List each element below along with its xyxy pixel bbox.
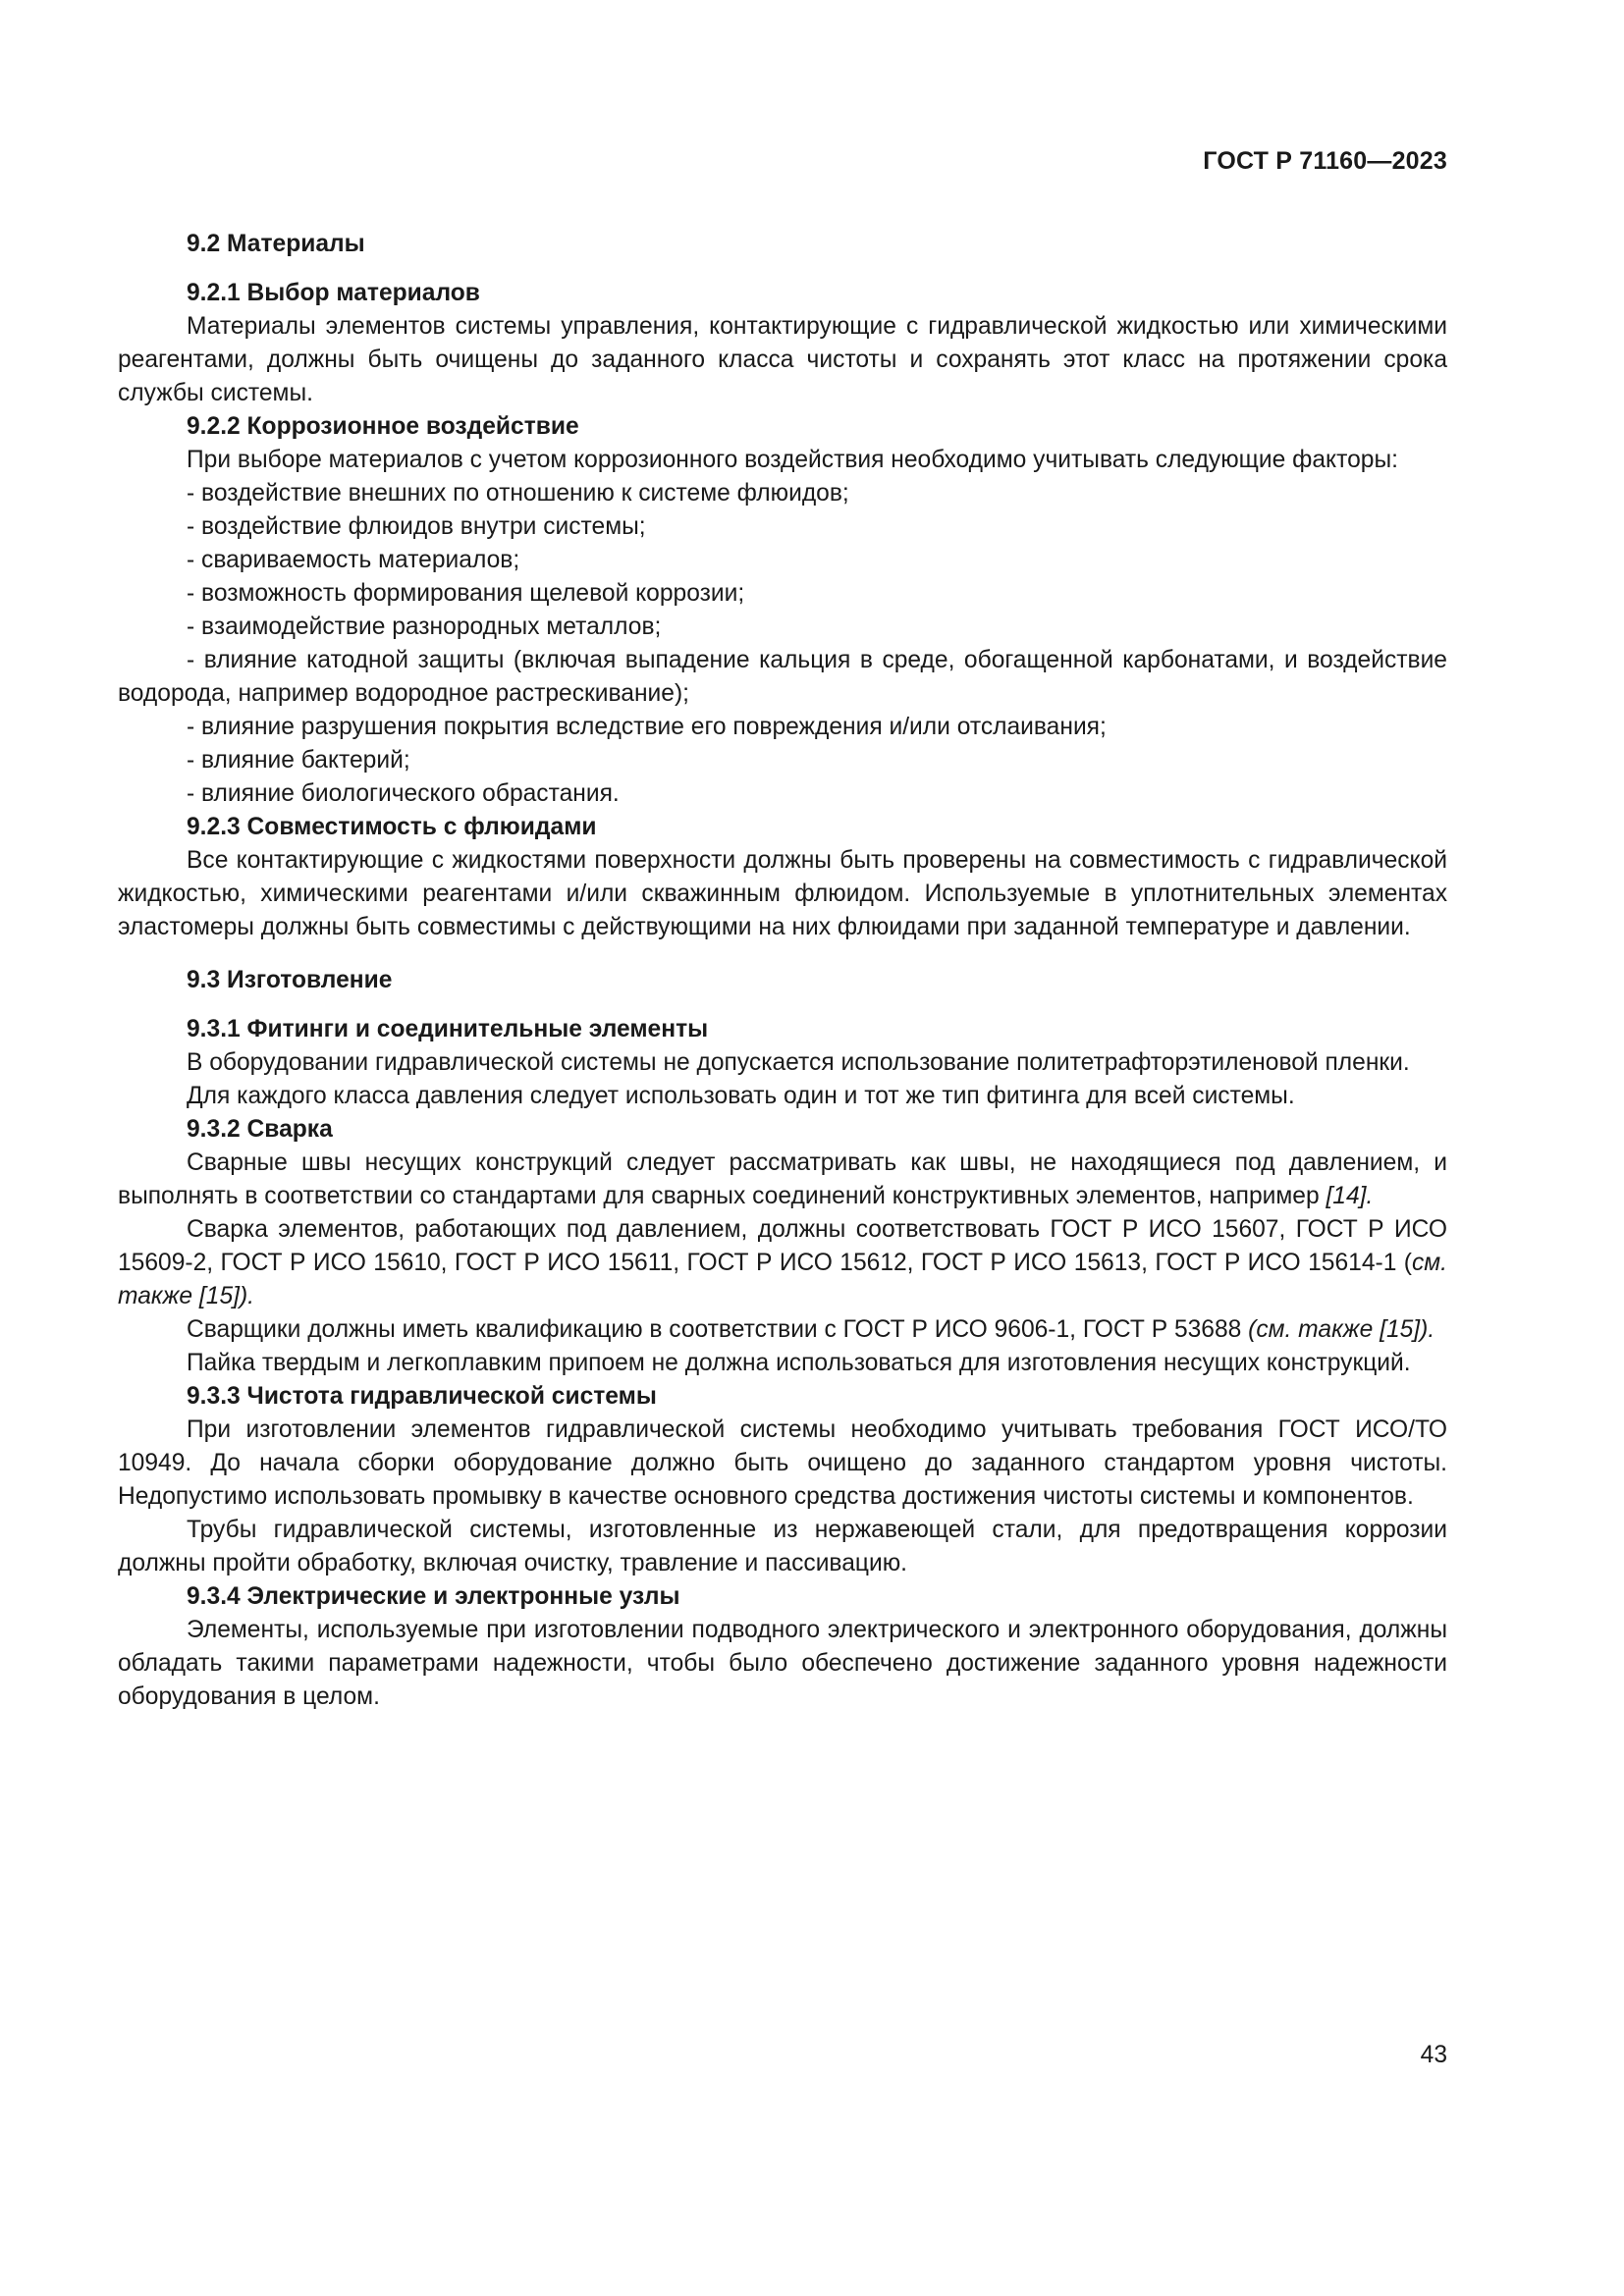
- document-id-header: ГОСТ Р 71160—2023: [1203, 147, 1447, 175]
- subsection-title-9-3-4: 9.3.4 Электрические и электронные узлы: [187, 1583, 680, 1610]
- list-item: - влияние катодной защиты (включая выпадение кальция в среде, обогащенной карбонатами, и воздействие водорода, например водородное растрескивание);: [118, 644, 1447, 711]
- list-item: - влияние биологического обрастания.: [118, 777, 1447, 811]
- section-title-9-3: 9.3 Изготовление: [187, 967, 393, 993]
- list-item: - возможность формирования щелевой коррозии;: [118, 577, 1447, 611]
- bibliography-reference: см. также [15]).: [118, 1250, 1447, 1309]
- list-item: - воздействие флюидов внутри системы;: [118, 510, 1447, 544]
- subsection-title-9-3-3: 9.3.3 Чистота гидравлической системы: [187, 1383, 657, 1410]
- list-item: - взаимодействие разнородных металлов;: [118, 611, 1447, 644]
- factors-list: [118, 477, 1447, 811]
- paragraph: Трубы гидравлической системы, изготовленные из нержавеющей стали, для предотвращения коррозии должны пройти обработку, включая очистку, травление и пассивацию.: [118, 1517, 1447, 1576]
- list-item: - влияние бактерий;: [118, 744, 1447, 777]
- subsection-title-9-2-2: 9.2.2 Коррозионное воздействие: [187, 413, 579, 440]
- paragraph: [118, 1147, 1447, 1213]
- section-title-9-2: 9.2 Материалы: [187, 231, 365, 257]
- paragraph: Для каждого класса давления следует использовать один и тот же тип фитинга для всей системы.: [187, 1083, 1295, 1109]
- list-item: - воздействие внешних по отношению к системе флюидов;: [118, 477, 1447, 510]
- paragraph: Материалы элементов системы управления, контактирующие с гидравлической жидкостью или химическими реагентами, должны быть очищены до заданного класса чистоты и сохранять этот класс на протяжении срока службы системы.: [118, 313, 1447, 406]
- paragraph-text: Сварщики должны иметь квалификацию в соответствии с ГОСТ Р ИСО 9606-1, ГОСТ Р 53688: [187, 1316, 1249, 1343]
- paragraph: [118, 1213, 1447, 1313]
- paragraph: Все контактирующие с жидкостями поверхности должны быть проверены на совместимость с гидравлической жидкостью, химическими реагентами и/или скважинным флюидом. Используемые в уплотнительных элементах эластомеры должны быть совместимы с действующими на них флюидами при заданной температуре и давлении.: [118, 847, 1447, 940]
- paragraph: В оборудовании гидравлической системы не допускается использование политетрафторэтиленовой пленки.: [187, 1049, 1410, 1076]
- paragraph-text: Сварные швы несущих конструкций следует рассматривать как швы, не находящиеся под давлением, и выполнять в соответствии со стандартами для сварных соединений конструктивных элементов, например: [118, 1149, 1447, 1209]
- paragraph: [118, 1313, 1447, 1347]
- list-item: - влияние разрушения покрытия вследствие его повреждения и/или отслаивания;: [118, 711, 1447, 744]
- bibliography-reference: (см. также [15]).: [1248, 1316, 1435, 1343]
- subsection-title-9-3-1: 9.3.1 Фитинги и соединительные элементы: [187, 1016, 709, 1042]
- subsection-title-9-3-2: 9.3.2 Сварка: [187, 1116, 333, 1143]
- subsection-title-9-2-3: 9.2.3 Совместимость с флюидами: [187, 814, 597, 840]
- paragraph: При изготовлении элементов гидравлической системы необходимо учитывать требования ГОСТ ИСО/ТО 10949. До начала сборки оборудование должно быть очищено до заданного стандартом уровня чистоты. Недопустимо использовать промывку в качестве основного средства достижения чистоты системы и компонентов.: [118, 1416, 1447, 1510]
- bibliography-reference: [14].: [1326, 1183, 1374, 1209]
- page-number: 43: [1420, 2042, 1447, 2068]
- paragraph: Пайка твердым и легкоплавким припоем не должна использоваться для изготовления несущих конструкций.: [187, 1350, 1411, 1376]
- paragraph: При выборе материалов с учетом коррозионного воздействия необходимо учитывать следующие факторы:: [187, 447, 1398, 473]
- list-item: - свариваемость материалов;: [118, 544, 1447, 577]
- page-body: [118, 228, 1447, 1714]
- paragraph-text: Сварка элементов, работающих под давлением, должны соответствовать ГОСТ Р ИСО 15607, ГОСТ Р ИСО 15609-2, ГОСТ Р ИСО 15610, ГОСТ Р ИСО 15611, ГОСТ Р ИСО 15612, ГОСТ Р ИСО 15613, ГОСТ Р ИСО 15614-1 (: [118, 1216, 1447, 1276]
- paragraph: Элементы, используемые при изготовлении подводного электрического и электронного оборудования, должны обладать такими параметрами надежности, чтобы было обеспечено достижение заданного уровня надежности оборудования в целом.: [118, 1617, 1447, 1710]
- subsection-title-9-2-1: 9.2.1 Выбор материалов: [187, 280, 480, 306]
